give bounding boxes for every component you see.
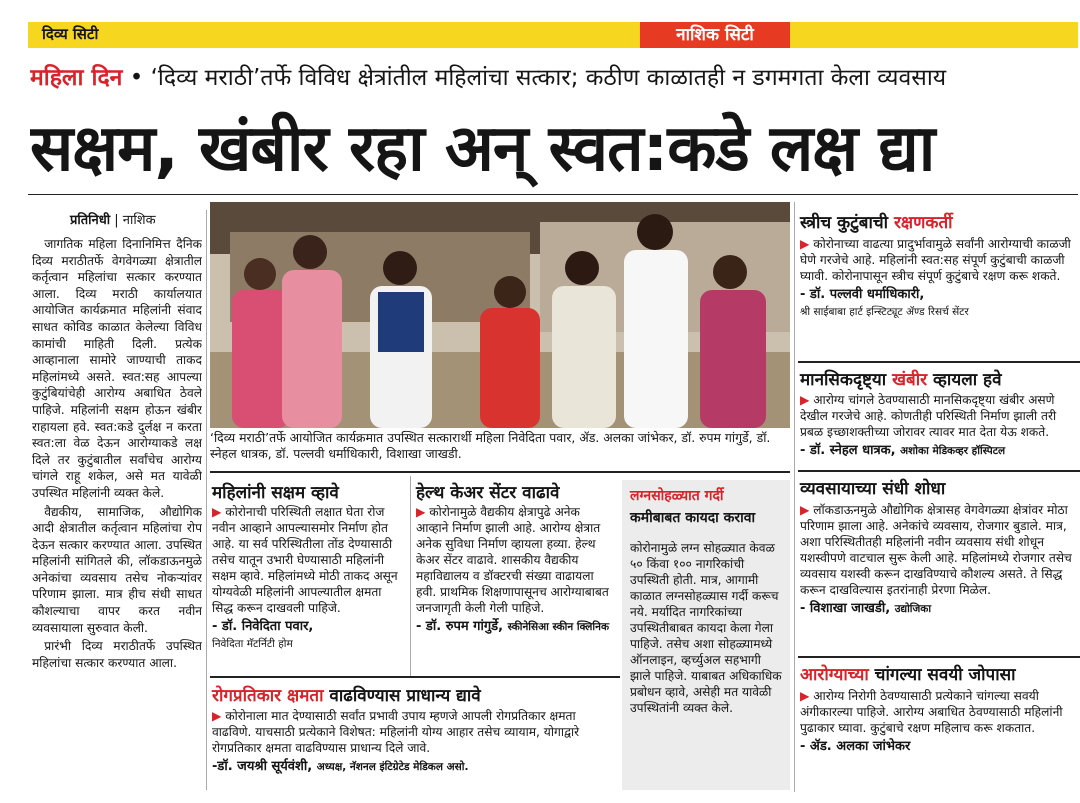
- byline-reporter: प्रतिनिधी: [70, 213, 111, 228]
- body-paragraph: प्रारंभी दिव्य मराठीतर्फे उपस्थित महिलांचा सत्कार करण्यात आला.: [32, 639, 202, 670]
- box-text-health: कोरोनामुळे वैद्यकीय क्षेत्रापुढे अनेक आव्हाने निर्माण झाली आहे. आरोग्य क्षेत्रात अनेक सुविधा निर्माण व्हायला हव्या. हेल्थ केअर सेंटर वाढावे. शासकीय वैद्यकीय महाविद्यालय व डॉक्टरची संख्या वाढायला हवी. प्राथमिक शिक्षणापासूनच आरोग्याबाबत जनजागृती केली गेली पाहिजे.: [416, 505, 609, 615]
- box-stree: [800, 236, 1078, 360]
- box-habits: [800, 688, 1078, 793]
- byline: [70, 210, 156, 228]
- box-text-habits: आरोग्य निरोगी ठेवण्यासाठी प्रत्येकाने चांगल्या सवयी अंगीकारल्या पाहिजे. आरोग्य अबाधित ठेवण्यासाठी महिलांनी पुढाकार घ्यावा. कुटुंबाचे रक्षण महिलाच करू शकतात.: [800, 689, 1063, 735]
- box-title-lagna: कमीबाबत कायदा करावा: [630, 510, 756, 526]
- body-paragraph: जागतिक महिला दिनानिमित्त दैनिक दिव्य मराठीतर्फे वेगवेगळ्या क्षेत्रातील कर्तृत्वान महिलांचा सत्कार करण्यात आला. दिव्य मराठी कार्यालयात आयोजित कार्यक्रमात महिलांनी संवाद साधत कोविड काळात केलेल्या विविध कामांची माहिती दिली. प्रत्येक आव्हानाला सामोरे जाण्याची ताकद महिलांमध्ये असते. स्वत:सह आपल्या कुटुंबियांचेही आरोग्य अबाधित ठेवले पाहिजे. महिलांनी सक्षम होऊन खंबीर राहायला हवे. स्वत:कडे दुर्लक्ष न करता स्वत:ला वेळ देऊन आरोग्याकडे लक्ष दिले तर कुटुंबातील सर्वांचेच आरोग्य चांगले राहू शकेल, असे मत यावेळी उपस्थित महिलांनी व्यक्त केले.: [32, 237, 202, 500]
- divider: [798, 470, 1080, 472]
- box-title-stree: स्त्रीच कुटुंबाची रक्षणकर्ती: [800, 213, 953, 233]
- box-title-business: व्यवसायाच्या संधी शोधा: [800, 479, 946, 499]
- masthead-city-tag: नाशिक सिटी: [640, 22, 790, 48]
- affiliation: उद्योजिका: [894, 603, 932, 615]
- bullet-icon: ▶: [800, 237, 810, 251]
- box-text-mental: आरोग्य चांगले ठेवण्यासाठी मानसिकदृष्ट्या खंबीर असणे देखील गरजेचे आहे. कोणतीही परिस्थिती निर्माण झाली तरी प्रबळ इच्छाशक्तीच्या जोरावर त्यावर मात देता येऊ शकते.: [800, 393, 1057, 439]
- bullet-icon: ▶: [800, 503, 810, 517]
- divider: [798, 361, 1080, 363]
- divider: [206, 210, 207, 790]
- box-mental: [800, 392, 1078, 468]
- kicker-text: • ‘दिव्य मराठी’तर्फे विविध क्षेत्रांतील महिलांचा सत्कार; कठीण काळातही न डगमगता केला व्यवसाय: [122, 65, 947, 91]
- signature: - डॉ. रुपम गांगुर्डे, स्कीनेसिआ स्कीन क्लिनिक: [416, 619, 610, 634]
- box-text-business: लॉकडाऊनमुळे औद्योगिक क्षेत्रासह वेगवेगळ्या क्षेत्रांवर मोठा परिणाम झाला आहे. अनेकांचे व्यवसाय, रोजगार बुडाले. मात्र, अशा परिस्थितीतही महिलांनी नवीन व्यवसाय संधी शोधून यशस्वीपणे वाटचाल सुरू केली आहे. महिलांमध्ये रोजगार तसेच व्यवसाय यशस्वी करून दाखविण्याचे कौशल्य असते. ते सिद्ध करून दाखविल्यास इतरांनाही प्रेरणा मिळेल.: [800, 503, 1072, 597]
- divider: [798, 656, 1080, 658]
- bullet-icon: ▶: [416, 505, 426, 519]
- signature: - ॲड. अलका जांभेकर: [800, 739, 911, 754]
- divider: [410, 476, 411, 676]
- headline: सक्षम, खंबीर रहा अन् स्वत:कडे लक्ष द्या: [30, 112, 935, 186]
- bullet-icon: ▶: [212, 505, 222, 519]
- kicker-label: महिला दिन: [30, 65, 123, 91]
- divider: [28, 194, 1078, 195]
- box-title-mental: मानसिकदृष्ट्या खंबीर व्हायला हवे: [800, 370, 1002, 390]
- divider: [794, 202, 795, 792]
- masthead-section: दिव्य सिटी: [42, 25, 99, 43]
- body-paragraph: वैद्यकीय, सामाजिक, औद्योगिक आदी क्षेत्रातील कर्तृत्वान महिलांचा रोप देऊन सत्कार करण्यात आला. उपस्थित महिलांनी सांगितले की, लॉकडाऊनमुळे अनेकांचा व्यवसाय तसेच नोकऱ्यांवर परिणाम झाला. मात्र हीच संधी साधत कौशल्याचा वापर करत नवीन व्यवसायाला सुरुवात केली.: [32, 504, 202, 635]
- masthead: [28, 22, 1078, 48]
- box-title-immunity: रोगप्रतिकार क्षमता वाढविण्यास प्राधान्य द्यावे: [212, 686, 481, 706]
- signature: - डॉ. स्नेहल धात्रक, अशोका मेडिकव्हर हॉस्पिटल: [800, 443, 1006, 458]
- box-title-health: हेल्थ केअर सेंटर वाढावे: [416, 483, 560, 503]
- divider: [210, 676, 620, 678]
- signature: - डॉ. पल्लवी धर्माधिकारी,: [800, 287, 925, 302]
- affiliation: निवेदिता मॅटर्निटी होम: [212, 638, 293, 650]
- box-text-lagna: कोरोनामुळे लग्न सोहळ्यात केवळ ५० किंवा १०० नागरिकांची उपस्थिती होती. मात्र, आगामी काळात लग्नसोहळ्यास गर्दी करूच नये. मर्यादित नागरिकांच्या उपस्थितीबाबत कायदा केला गेला पाहिजे. तसेच अशा सोहळ्यामध्ये ऑनलाइन, व्हर्च्युअल सहभागी झाले पाहिजे. याबाबत अधिकाधिक प्रबोधन व्हावे, असेही मत यावेळी उपस्थितांनी व्यक्त केले.: [630, 541, 782, 715]
- box-sakshan: [212, 504, 406, 674]
- bullet-icon: ▶: [800, 393, 810, 407]
- box-text-sakshan: कोरोनाची परिस्थिती लक्षात घेता रोज नवीन आव्हाने आपल्यासमोर निर्माण होत आहे. या सर्व परिस्थितीला तोंड देण्यासाठी तसेच यातून उभारी घेण्यासाठी महिलांनी सक्षम व्हावे. महिलांमध्ये मोठी ताकद असून योग्यवेळी महिलांनी आपल्यातील क्षमता सिद्ध करून दाखवली पाहिजे.: [212, 505, 398, 615]
- photo-caption: ‘दिव्य मराठी’तर्फे आयोजित कार्यक्रमात उपस्थित सत्कारार्थी महिला निवेदिता पवार, ॲड. अलका जांभेकर, डॉ. रुपम गांगुर्डे, डॉ. स्नेहल धात्रक, डॉ. पल्लवी धर्माधिकारी, विशाखा जाखडी.: [210, 430, 771, 461]
- byline-city: | नाशिक: [114, 213, 156, 228]
- signature: - विशाखा जाखडी, उद्योजिका: [800, 601, 932, 616]
- kicker: [30, 60, 1078, 92]
- box-text-immunity: कोरोनाला मात देण्यासाठी सर्वांत प्रभावी उपाय म्हणजे आपली रोगप्रतिकार क्षमता वाढविणे. याचसाठी प्रत्येकाने विशेषत: महिलांनी योग्य आहार तसेच व्यायाम, योगाद्वारे रोगप्रतिकार क्षमता वाढविण्यास प्राधान्य दिले जावे.: [212, 709, 580, 755]
- signature: - डॉ. निवेदिता पवार,: [212, 619, 314, 634]
- box-business: [800, 502, 1078, 654]
- box-health: [416, 504, 616, 674]
- box-title-habits: आरोग्याच्या चांगल्या सवयी जोपासा: [800, 665, 1016, 685]
- affiliation: स्कीनेसिआ स्कीन क्लिनिक: [507, 621, 610, 633]
- bullet-icon: ▶: [800, 689, 810, 703]
- box-text-stree: कोरोनाच्या वाढत्या प्रादुर्भावामुळे सर्वांनी आरोग्याची काळजी घेणे गरजेचे आहे. महिलांनी स्वत:सह संपूर्ण कुटुंबाची काळजी घ्यावी. कोरोनापासून स्त्रीच संपूर्ण कुटुंबाचे रक्षण करू शकते.: [800, 237, 1071, 283]
- group-photo: [210, 202, 790, 428]
- signature: -डॉ. जयश्री सूर्यवंशी, अध्यक्ष, नॅशनल इंटिग्रेटेड मेडिकल असो.: [212, 759, 469, 774]
- affiliation: अशोका मेडिकव्हर हॉस्पिटल: [900, 445, 1006, 457]
- box-immunity: [212, 708, 616, 793]
- bullet-icon: ▶: [212, 709, 222, 723]
- divider: [210, 471, 790, 473]
- box-title-sakshan: महिलांनी सक्षम व्हावे: [212, 483, 339, 503]
- box-title-lagna-red: लग्नसोहळ्यात गर्दी: [630, 488, 724, 504]
- affiliation: अध्यक्ष, नॅशनल इंटिग्रेटेड मेडिकल असो.: [316, 761, 469, 773]
- affiliation: श्री साईबाबा हार्ट इन्स्टिट्यूट ॲण्ड रिसर्च सेंटर: [800, 306, 969, 318]
- article-body: [32, 236, 202, 673]
